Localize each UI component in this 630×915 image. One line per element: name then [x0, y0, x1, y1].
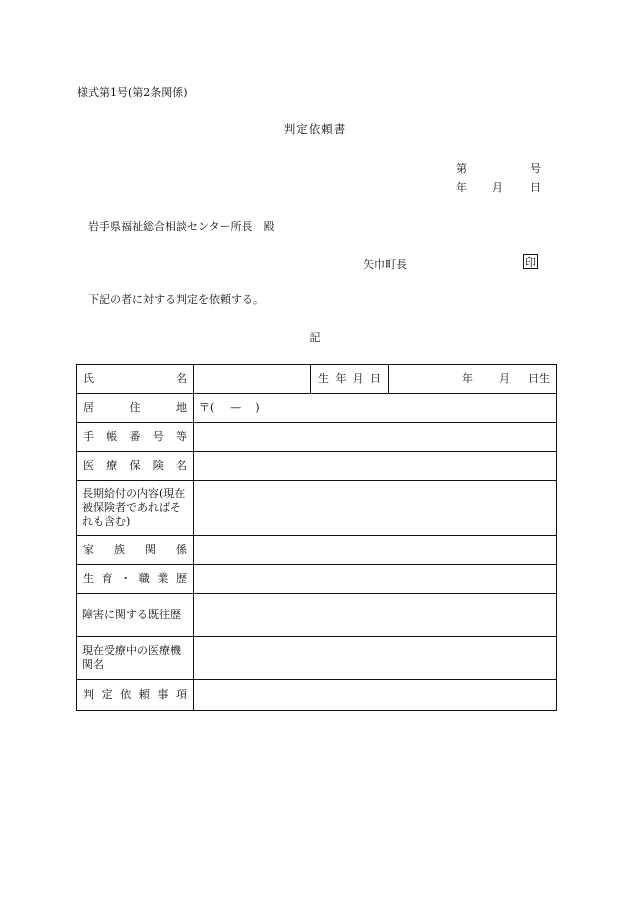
- table-row-disability-history: [77, 594, 557, 637]
- date-day-label: 日: [530, 181, 541, 194]
- birth-date-field[interactable]: [389, 365, 557, 394]
- insurance-name-label: 医療保険名: [77, 452, 194, 481]
- disability-history-field[interactable]: [194, 594, 557, 637]
- request-items-label: 判定依頼事項: [77, 680, 194, 711]
- request-items-field[interactable]: [194, 680, 557, 711]
- table-row-name: [77, 365, 557, 394]
- medical-institution-field[interactable]: [194, 637, 557, 680]
- name-label: 氏 名: [77, 365, 194, 394]
- table-row-insurance: [77, 452, 557, 481]
- table-row-handbook: [77, 423, 557, 452]
- career-history-label: 生育・職業歴: [77, 565, 194, 594]
- birth-date-label: 生年月日: [311, 365, 389, 394]
- career-history-field[interactable]: [194, 565, 557, 594]
- birth-day-label: 日生: [528, 372, 550, 385]
- form-number: 様式第1号(第2条関係): [77, 86, 188, 99]
- sender: 矢巾町長: [363, 258, 407, 271]
- handbook-number-label: 手帳番号等: [77, 423, 194, 452]
- postal-mark: 〒(: [199, 401, 215, 414]
- family-relation-field[interactable]: [194, 536, 557, 565]
- doc-number-suffix: 号: [530, 162, 541, 175]
- doc-number-prefix: 第: [456, 162, 467, 175]
- insurance-name-field[interactable]: [194, 452, 557, 481]
- document-title: 判定依頼書: [283, 122, 347, 136]
- disability-history-label: 障害に関する既往歴: [77, 594, 194, 637]
- postal-dash: —: [230, 401, 242, 414]
- date-month-label: 月: [492, 181, 503, 194]
- postal-close: ): [255, 401, 260, 414]
- handbook-number-field[interactable]: [194, 423, 557, 452]
- table-row-address: [77, 394, 557, 423]
- request-statement: 下記の者に対する判定を依頼する。: [88, 293, 264, 306]
- address-field[interactable]: [194, 394, 557, 423]
- long-term-benefit-label: 長期給付の内容(現在被保険者であればそれも含む): [77, 481, 194, 536]
- name-field[interactable]: [194, 365, 311, 394]
- birth-month-label: 月: [499, 372, 510, 385]
- table-row-benefit: [77, 481, 557, 536]
- seal-mark: 印: [525, 256, 536, 269]
- table-row-medical-institution: [77, 637, 557, 680]
- address-label: 居 住 地: [77, 394, 194, 423]
- table-row-career: [77, 565, 557, 594]
- ki-heading: 記: [309, 331, 321, 344]
- long-term-benefit-field[interactable]: [194, 481, 557, 536]
- date-year-label: 年: [456, 181, 467, 194]
- medical-institution-label: 現在受療中の医療機関名: [77, 637, 194, 680]
- table-row-request-items: [77, 680, 557, 711]
- birth-year-label: 年: [462, 372, 473, 385]
- addressee: 岩手県福祉総合相談センター所長 殿: [88, 220, 275, 233]
- request-form-table: [76, 364, 557, 711]
- family-relation-label: 家族関係: [77, 536, 194, 565]
- table-row-family: [77, 536, 557, 565]
